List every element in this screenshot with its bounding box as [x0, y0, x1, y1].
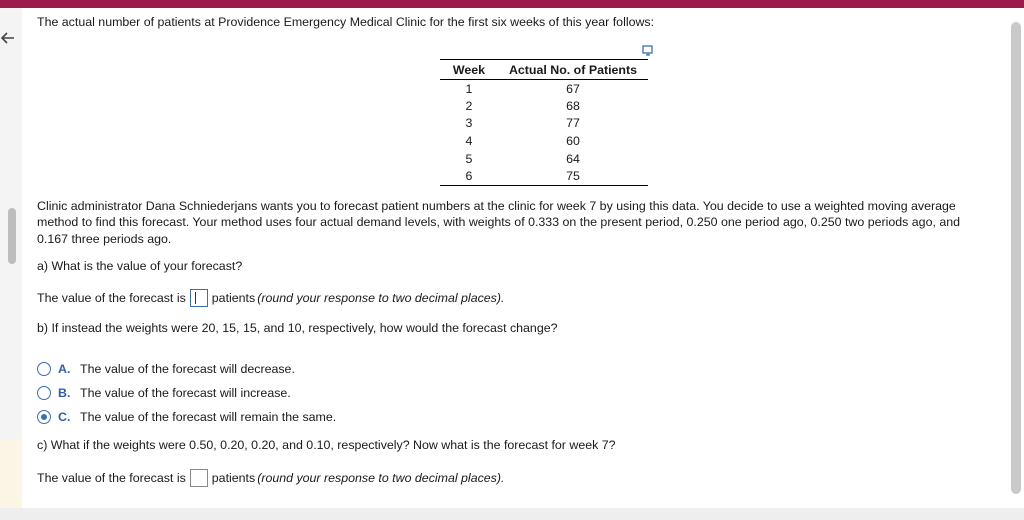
table-row — [440, 167, 648, 185]
answer-c-line — [37, 469, 504, 487]
patients-cell: 68 — [566, 98, 580, 113]
table-row — [440, 80, 648, 98]
question-c: c) What if the weights were 0.50, 0.20, 0.20, and 0.10, respectively? Now what is the forecast for week 7? — [37, 438, 616, 452]
week-cell: 2 — [465, 98, 473, 113]
radio-c[interactable] — [37, 410, 51, 424]
table-row — [440, 150, 648, 168]
header-week: Week — [440, 60, 498, 80]
option-a[interactable] — [37, 357, 336, 381]
option-c[interactable] — [37, 405, 336, 429]
answer-c-suffix: patients — [211, 471, 256, 485]
left-scrollbar[interactable] — [8, 208, 16, 264]
patients-cell: 64 — [566, 151, 580, 166]
answer-a-line — [37, 289, 504, 307]
option-text: The value of the forecast will remain the same. — [80, 410, 337, 424]
top-bar — [0, 0, 1024, 8]
answer-options — [37, 357, 336, 429]
option-text: The value of the forecast will increase. — [80, 386, 291, 400]
week-cell: 3 — [465, 116, 473, 131]
answer-a-hint: (round your response to two decimal places). — [257, 291, 505, 305]
option-text: The value of the forecast will decrease. — [80, 362, 295, 376]
answer-c-prefix: The value of the forecast is — [37, 471, 186, 485]
patients-cell: 75 — [498, 167, 648, 185]
week-cell: 6 — [440, 167, 498, 185]
answer-c-hint: (round your response to two decimal places). — [257, 471, 505, 485]
patients-cell: 60 — [566, 134, 580, 149]
answer-a-suffix: patients — [211, 291, 256, 305]
option-letter: A. — [58, 362, 71, 376]
back-arrow-icon[interactable] — [0, 28, 20, 48]
radio-b[interactable] — [37, 386, 51, 400]
patients-cell: 77 — [566, 116, 580, 131]
answer-a-prefix: The value of the forecast is — [37, 291, 186, 305]
right-scrollbar[interactable] — [1011, 22, 1021, 494]
bottom-bar — [0, 508, 1024, 520]
week-cell: 1 — [465, 81, 473, 96]
header-patients: Actual No. of Patients — [498, 60, 648, 80]
patients-cell: 67 — [566, 81, 580, 96]
left-panel-lower — [0, 440, 22, 510]
forecast-input-c[interactable] — [190, 469, 208, 487]
question-a: a) What is the value of your forecast? — [37, 259, 243, 273]
table-row — [440, 132, 648, 150]
patients-table — [440, 59, 648, 186]
option-letter: B. — [58, 386, 71, 400]
problem-paragraph: Clinic administrator Dana Schniederjans wants you to forecast patient numbers at the clinic for week 7 by using this data. You decide to use a weighted moving average method to find this forecast. Your method uses four actual demand levels, with weights of 0.333 on the present period, 0.250 one period ago, 0.250 two periods ago, and 0.167 three periods ago. — [37, 199, 961, 246]
export-icon[interactable] — [642, 44, 654, 56]
option-letter: C. — [58, 410, 71, 424]
week-cell: 5 — [465, 151, 473, 166]
question-b: b) If instead the weights were 20, 15, 15, and 10, respectively, how would the forecast change? — [37, 321, 558, 335]
table-row — [440, 115, 648, 133]
forecast-input-a[interactable] — [190, 289, 208, 307]
table-row — [440, 97, 648, 115]
radio-a[interactable] — [37, 362, 51, 376]
week-cell: 4 — [465, 134, 473, 149]
intro-text: The actual number of patients at Providence Emergency Medical Clinic for the first six weeks of this year follows: — [37, 15, 655, 29]
option-b[interactable] — [37, 381, 336, 405]
